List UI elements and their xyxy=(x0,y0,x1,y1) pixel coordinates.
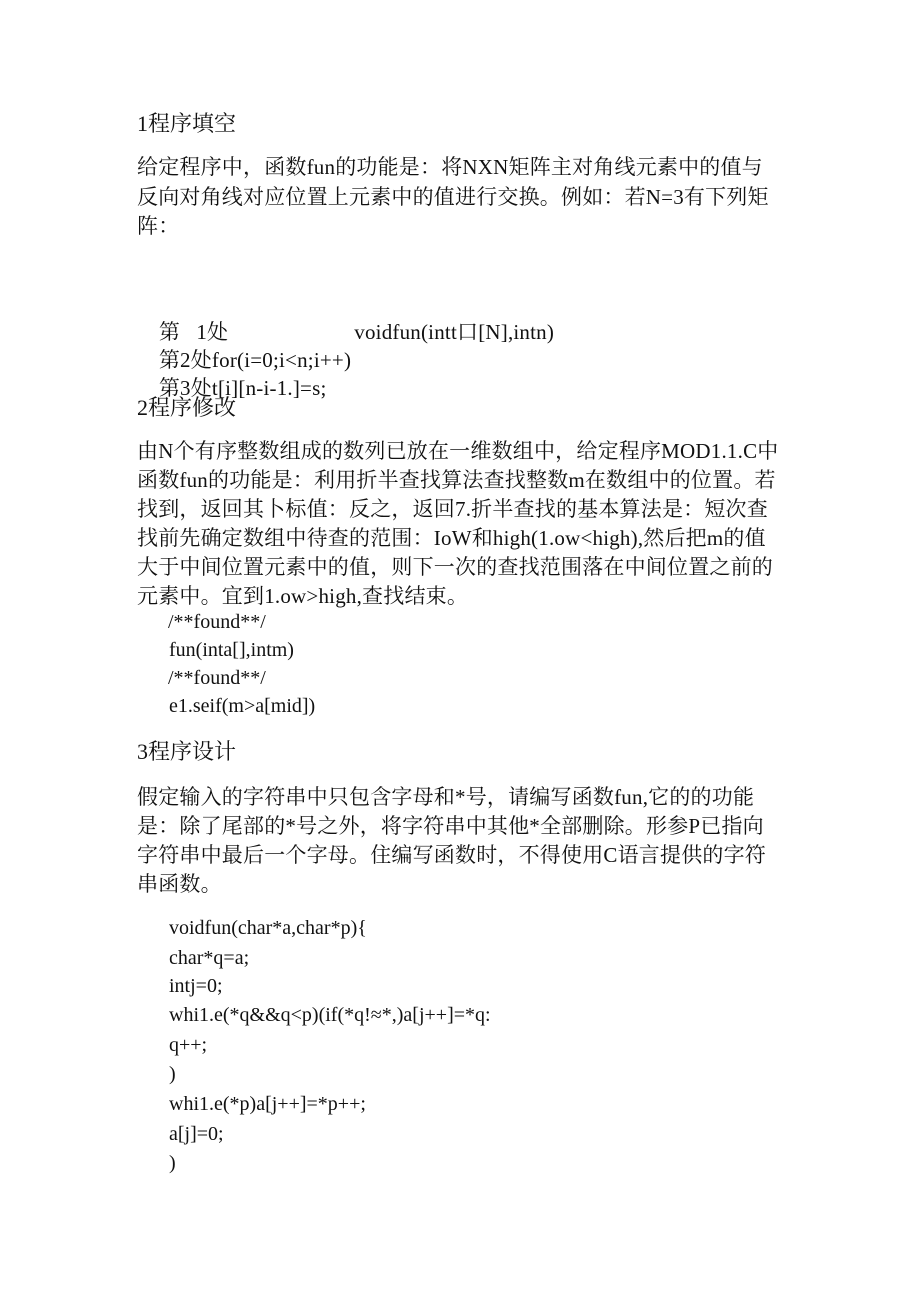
section3-heading: 3程序设计 xyxy=(137,739,237,764)
section3-code-line-6: ) xyxy=(169,1063,176,1085)
section2-code-line-2: fun(inta[],intm) xyxy=(169,639,294,661)
section3-code-line-9: ) xyxy=(169,1152,176,1174)
answer-label-2: 第2处 xyxy=(158,348,212,372)
section3-desc-line-2: 是：除了尾部的*号之外，将字符串中其他*全部删除。形参P已指向 xyxy=(137,814,764,838)
section1-heading: 1程序填空 xyxy=(137,111,237,136)
section2-desc-line-6: 元素中。宜到1.ow>high,查找结束。 xyxy=(137,584,469,608)
section3-code-line-7: whi1.e(*p)a[j++]=*p++; xyxy=(169,1093,366,1115)
section1-desc-line-3: 阵： xyxy=(137,214,180,238)
section1-desc-line-2: 反向对角线对应位置上元素中的值进行交换。例如：若N=3有下列矩 xyxy=(137,185,769,209)
answer-code-2: for(i=0;i<n;i++) xyxy=(211,348,352,372)
section2-desc-line-1: 由N个有序整数组成的数列已放在一维数组中，给定程序MOD1.1.C中 xyxy=(137,439,779,463)
section2-code-line-1: /**found**/ xyxy=(168,611,266,633)
answer-code-1: voidfun(intt口[N],intn) xyxy=(354,320,555,344)
section2-desc-line-5: 大于中间位置元素中的值，则下一次的查找范围落在中间位置之前的 xyxy=(137,555,773,579)
section3-desc-line-1: 假定输入的字符串中只包含字母和*号，请编写函数fun,它的的功能 xyxy=(137,785,755,809)
section3-code-line-1: voidfun(char*a,char*p){ xyxy=(169,917,367,939)
section3-code-line-3: intj=0; xyxy=(169,975,223,997)
section2-heading: 2程序修改 xyxy=(137,395,237,420)
section2-code-line-3: /**found**/ xyxy=(168,667,266,689)
section1-desc-line-1: 给定程序中，函数fun的功能是：将NXN矩阵主对角线元素中的值与 xyxy=(137,155,763,179)
section3-code-line-5: q++; xyxy=(169,1034,208,1056)
section3-code-line-8: a[j]=0; xyxy=(169,1123,224,1145)
section3-desc-line-4: 串函数。 xyxy=(137,872,222,896)
answer-code-3: t[i][n-i-1.]=s; xyxy=(211,376,327,400)
section2-code-line-4: e1.seif(m>a[mid]) xyxy=(169,695,316,717)
section3-desc-line-3: 字符串中最后一个字母。住编写函数时，不得使用C语言提供的字符 xyxy=(137,843,767,867)
section2-desc-line-2: 函数fun的功能是：利用折半查找算法查找整数m在数组中的位置。若 xyxy=(137,468,776,492)
answer-label-3: 第3处 xyxy=(158,376,212,400)
section3-code-line-4: whi1.e(*q&&q<p)(if(*q!≈*,)a[j++]=*q: xyxy=(169,1004,491,1026)
section2-desc-line-4: 找前先确定数组中待查的范围：IoW和high(1.ow<high),然后把m的值 xyxy=(137,526,766,550)
section3-code-line-2: char*q=a; xyxy=(169,947,250,969)
answer-label-1: 第 1处 xyxy=(158,320,229,344)
section2-desc-line-3: 找到，返回其卜标值：反之，返回7.折半查找的基本算法是：短次查 xyxy=(137,497,768,521)
